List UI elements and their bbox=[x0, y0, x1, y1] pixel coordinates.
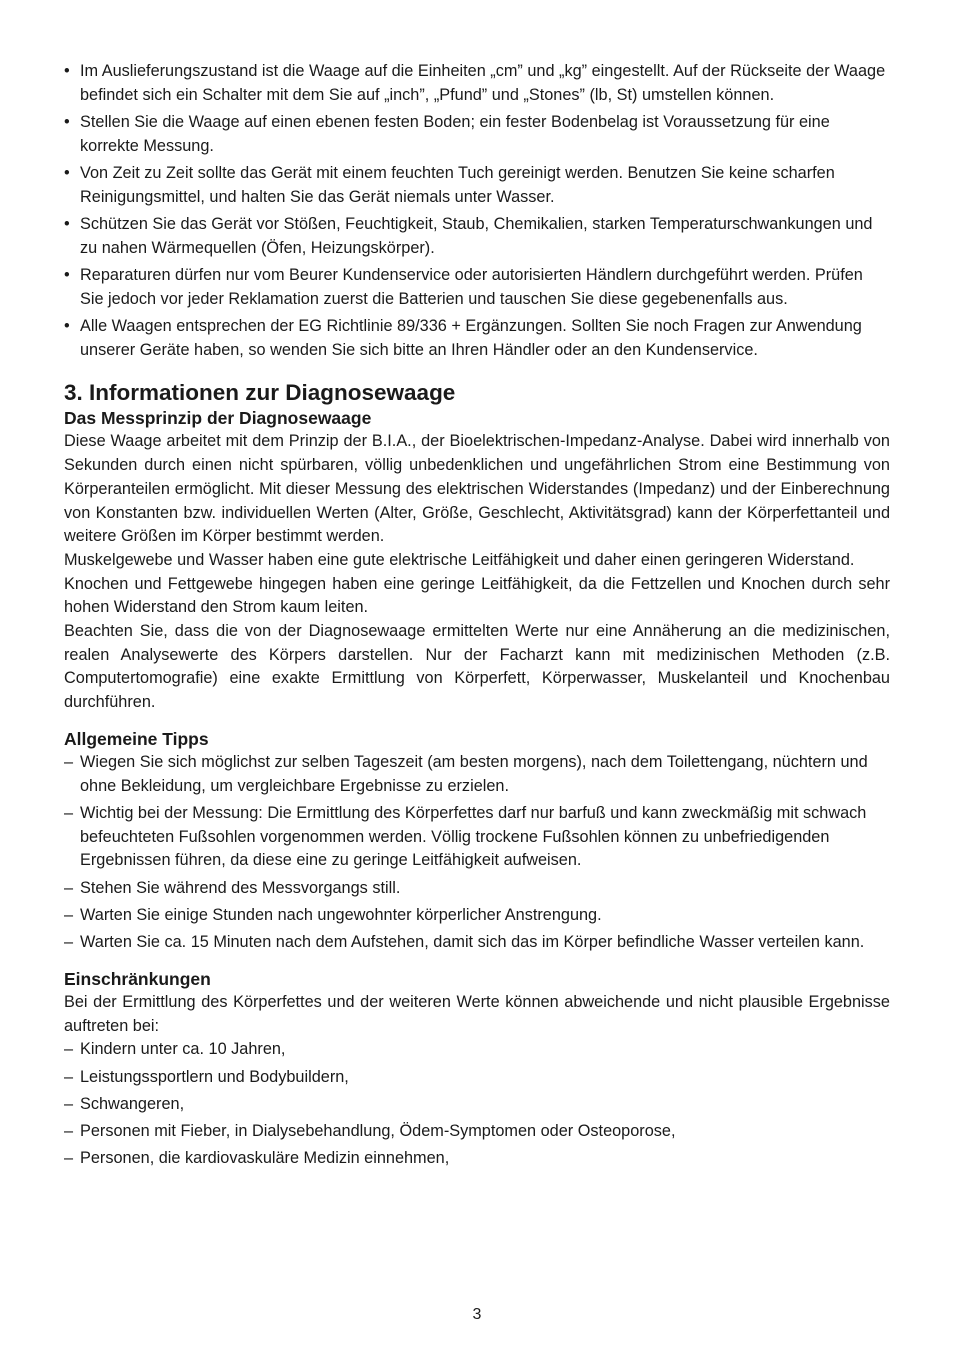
messprinzip-paragraph: Beachten Sie, dass die von der Diagnosewaage ermittelten Werte nur eine Annäherung an die medizinischen, realen Analysewerte des Körpers darstellen. Nur der Facharzt kann mit medizinischen Methoden (z.B. Computertomografie) eine exakte Ermittlung von Körperfett, Körperwasser, Muskelanteil und Knochenbau durchführen. bbox=[64, 622, 890, 712]
list-item: • Schützen Sie das Gerät vor Stößen, Feuchtigkeit, Staub, Chemikalien, starken Temperaturschwankungen und zu nahen Wärmequellen (Öfen, Heizungskörper). bbox=[64, 213, 890, 260]
intro-bullet-list bbox=[64, 60, 890, 362]
tipps-heading: Allgemeine Tipps bbox=[64, 728, 209, 749]
list-item: – Personen mit Fieber, in Dialysebehandlung, Ödem-Symptomen oder Osteoporose, bbox=[64, 1120, 890, 1144]
document-page bbox=[64, 60, 890, 1175]
list-item: – Warten Sie ca. 15 Minuten nach dem Aufstehen, damit sich das im Körper befindliche Wasser verteilen kann. bbox=[64, 931, 890, 955]
list-item: • Im Auslieferungszustand ist die Waage auf die Einheiten „cm” und „kg” eingestellt. Auf der Rückseite der Waage befindet sich ein Schalter mit dem Sie auf „inch”, „Pfund” und „Stones” (lb, St) umstellen können. bbox=[64, 60, 890, 107]
einschraenkungen-heading: Einschränkungen bbox=[64, 968, 211, 989]
list-item: • Reparaturen dürfen nur vom Beurer Kundenservice oder autorisierten Händlern durchgeführt werden. Prüfen Sie jedoch vor jeder Reklamation zuerst die Batterien und tauschen Sie diese gegebenenfalls aus. bbox=[64, 264, 890, 311]
list-item: – Wiegen Sie sich möglichst zur selben Tageszeit (am besten morgens), nach dem Toilettengang, nüchtern und ohne Bekleidung, um vergleichbare Ergebnisse zu erzielen. bbox=[64, 751, 890, 798]
list-item: – Stehen Sie während des Messvorgangs still. bbox=[64, 877, 890, 901]
page-number: 3 bbox=[472, 1306, 482, 1323]
list-item: – Warten Sie einige Stunden nach ungewohnter körperlicher Anstrengung. bbox=[64, 904, 890, 928]
messprinzip-paragraph: Diese Waage arbeitet mit dem Prinzip der B.I.A., der Bioelektrischen-Impedanz-Analyse. Dabei wird innerhalb von Sekunden durch einen nicht spürbaren, völlig unbedenklichen und ungefährlichen Strom eine Bestimmung von Körperanteilen ermöglicht. Mit dieser Messung des elektrischen Widerstandes (Impedanz) und der Einberechnung von Konstanten bzw. individuellen Werten (Alter, Größe, Geschlecht, Aktivitätsgrad) kann der Körperfettanteil und weitere Größen im Körper bestimmt werden. bbox=[64, 432, 890, 546]
list-item: – Kindern unter ca. 10 Jahren, bbox=[64, 1038, 890, 1062]
section-title: 3. Informationen zur Diagnosewaage bbox=[64, 380, 456, 406]
einschraenkungen-list bbox=[64, 1038, 890, 1171]
list-item: • Von Zeit zu Zeit sollte das Gerät mit einem feuchten Tuch gereinigt werden. Benutzen Sie keine scharfen Reinigungsmittel, und halten Sie das Gerät niemals unter Wasser. bbox=[64, 162, 890, 209]
list-item: – Personen, die kardiovaskuläre Medizin einnehmen, bbox=[64, 1147, 890, 1171]
messprinzip-paragraph: Muskelgewebe und Wasser haben eine gute elektrische Leitfähigkeit und daher einen geringeren Widerstand. bbox=[64, 550, 855, 569]
list-item: • Alle Waagen entsprechen der EG Richtlinie 89/336 + Ergänzungen. Sollten Sie noch Fragen zur Anwendung unserer Geräte haben, so wenden Sie sich bitte an Ihren Händler oder an den Kundenservice. bbox=[64, 315, 890, 362]
list-item: – Schwangeren, bbox=[64, 1093, 890, 1117]
messprinzip-heading: Das Messprinzip der Diagnosewaage bbox=[64, 408, 372, 429]
list-item: – Wichtig bei der Messung: Die Ermittlung des Körperfettes darf nur barfuß und kann zweckmäßig mit schwach befeuchteten Fußsohlen vorgenommen werden. Völlig trockene Fußsohlen können zu unbefriedigenden Ergebnissen führen, da diese eine zu geringe Leitfähigkeit aufweisen. bbox=[64, 802, 890, 873]
list-item: • Stellen Sie die Waage auf einen ebenen festen Boden; ein fester Bodenbelag ist Voraussetzung für eine korrekte Messung. bbox=[64, 111, 890, 158]
list-item: – Leistungssportlern und Bodybuildern, bbox=[64, 1066, 890, 1090]
tipps-list bbox=[64, 751, 890, 955]
messprinzip-paragraph: Knochen und Fettgewebe hingegen haben eine geringe Leitfähigkeit, da die Fettzellen und Knochen durch sehr hohen Widerstand den Strom kaum leiten. bbox=[64, 574, 890, 617]
einschraenkungen-intro: Bei der Ermittlung des Körperfettes und der weiteren Werte können abweichende und nicht plausible Ergebnisse auftreten bei: bbox=[64, 992, 890, 1035]
